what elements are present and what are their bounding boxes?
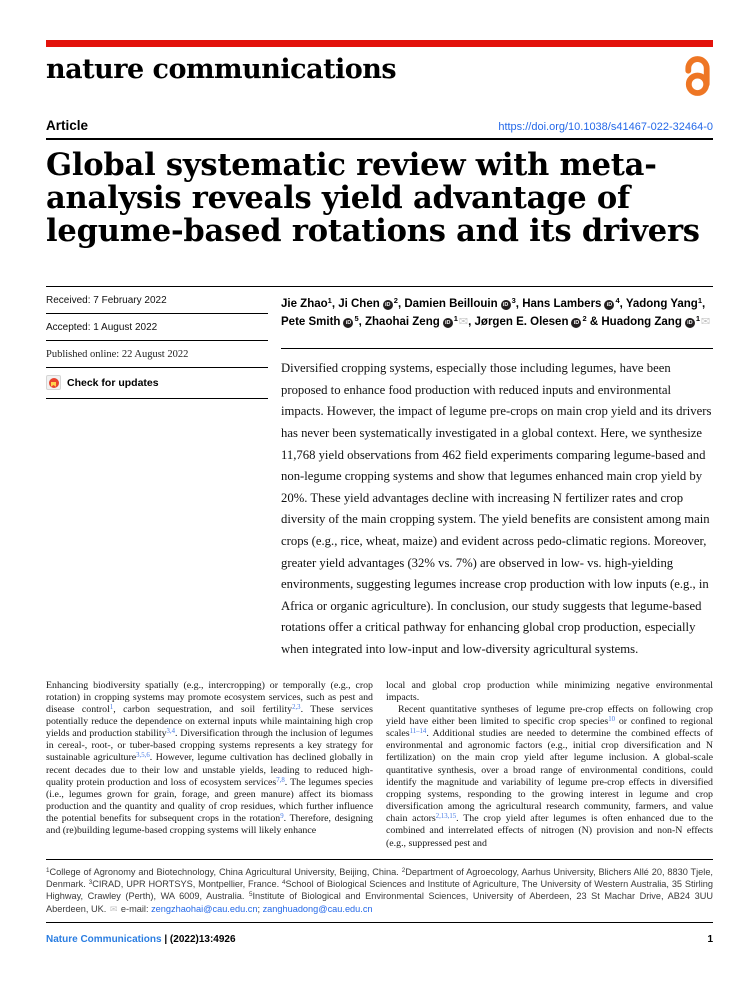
reference-superscript: 2,13,15	[435, 813, 457, 821]
orcid-icon[interactable]: iD	[383, 300, 393, 310]
affiliation-superscript: 5	[248, 891, 253, 899]
article-header	[46, 118, 713, 133]
author-name: Zhaohai Zeng	[365, 316, 440, 329]
author-list: Jie Zhao$^1$, Ji Chen iD $^2$, Damien Beillouin iD $^3$, Hans Lambers iD $^4$, Yadong Yang$^1$, Pete Smith iD $^5$, Zhaohai Zeng iD $^1$✉, Jørgen E. Olesen iD $^2$ & Huadong Zang iD $^1$✉	[281, 296, 711, 329]
body-paragraph: Enhancing biodiversity spatially (e.g., intercropping) or temporally (e.g., crop rotation) in cropping systems may promote ecosystem services, such as pest and disease control$^1$, carbon sequestration, and soil fertility$^{2,3}$. These services potentially reduce the dependence on external inputs while maintaining high crop yields and production stability$^{3,4}$. Diversification through the inclusion of legumes in cereal-, root-, or tuber-based cropping systems represents a key strategy for sustainable agriculture$^{3,5,6}$. However, legume cultivation has declined globally in recent decades due to their low and unstable yields, leading to reduced high-quality protein production and loss of ecosystem services$^{7,8}$. The legumes species (i.e., legumes grown for grain, forage, and green manure) affect its biomass production and the quantity and quality of crop residues, which further influence the potential benefits for subsequent crops in the rotation$^9$. Therefore, designing and (re)building legume-based cropping systems will likely enhance	[46, 679, 374, 837]
affiliation-superscript: 4	[282, 879, 286, 886]
reference-superscript: 1	[109, 703, 114, 711]
author-name: Hans Lambers	[522, 298, 602, 311]
doi-link[interactable]: https://doi.org/10.1038/s41467-022-32464-0	[498, 121, 713, 133]
body-columns	[46, 680, 713, 850]
author-affiliation-superscript: 5	[354, 314, 359, 324]
author-affiliation-superscript: 1	[453, 314, 458, 324]
reference-superscript: 2,3	[292, 703, 301, 711]
header-rule	[46, 138, 713, 140]
reference-superscript: 10	[608, 715, 616, 723]
journal-name-link[interactable]: Nature Communications	[46, 933, 162, 945]
author-affiliation-superscript: 1	[697, 296, 702, 306]
envelope-icon: ✉	[109, 904, 118, 915]
author-name: Huadong Zang	[601, 316, 682, 329]
received-date: Received: 7 February 2022	[46, 287, 268, 314]
author-name: Damien Beillouin	[404, 298, 498, 311]
email-link[interactable]: zanghuadong@cau.edu.cn	[262, 903, 373, 914]
body-column-left	[46, 680, 373, 850]
author-name: Jørgen E. Olesen	[474, 316, 569, 329]
email-link[interactable]: zengzhaohai@cau.edu.cn	[151, 903, 258, 914]
abstract-text: Diversified cropping systems, especially those including legumes, have been proposed to enhance food production with reduced inputs and environmental impacts. However, the impact of legume pre-crops on main crop yield and its drivers has never been systematically investigated in a global context. Here, we synthesize 11,768 yield observations from 462 field experiments comparing legume-based and non-legume cropping systems and show that legumes enhanced main crop yield by 20%. These yield advantages decline with increasing N fertilizer rates and crop diversity of the main cropping system. The yield benefits are consistent among main crops (e.g., rice, wheat, maize) and evident across pedo-climatic regions. Moreover, greater yield advantages (32% vs. 7%) are observed in low- vs. high-yielding environments, suggesting legumes increase crop production with low inputs (e.g., in Africa or organic agriculture). In conclusion, our study suggests that legume-based rotations offer a critical pathway for enhancing global crop production, especially when integrated into low-input and low-diversity agricultural systems.	[281, 361, 712, 656]
open-access-icon	[682, 55, 713, 103]
orcid-icon[interactable]: iD	[443, 318, 453, 328]
orcid-icon[interactable]: iD	[571, 318, 581, 328]
reference-superscript: 3,4	[166, 728, 176, 736]
corresponding-author-envelope-icon[interactable]: ✉	[458, 315, 469, 329]
check-for-updates-button[interactable]	[46, 368, 268, 399]
author-affiliation-superscript: 3	[511, 296, 516, 306]
author-affiliation-superscript: 1	[327, 296, 332, 306]
affiliations-footnote: $^1$College of Agronomy and Biotechnology, China Agricultural University, Beijing, China. $^2$Department of Agroecology, Aarhus University, Blichers Allé 20, 8830 Tjele, Denmark. $^3$CIRAD, UPR HORTSYS, Montpellier, France. $^4$School of Biological Sciences and Institute of Agriculture, The University of Western Australia, 35 Stirling Highway, Crawley (Perth), WA 6009, Australia. $^5$Institute of Biological and Environmental Sciences, University of Aberdeen, 23 St Machar Drive, AB24 3UU Aberdeen, UK. ✉ e-mail: zengzhaohai@cau.edu.cn; zanghuadong@cau.edu.cn	[46, 866, 714, 915]
orcid-icon[interactable]: iD	[604, 300, 614, 310]
page-footer	[46, 923, 713, 945]
author-name: Ji Chen	[338, 298, 380, 311]
reference-superscript: 9	[280, 813, 284, 821]
author-affiliation-superscript: 2	[393, 296, 398, 306]
author-name: Jie Zhao	[281, 298, 328, 311]
author-name: Pete Smith	[281, 316, 341, 329]
body-paragraph: local and global crop production while minimizing negative environmental impacts.	[386, 679, 713, 703]
journal-logo: nature communications	[46, 54, 397, 85]
reference-superscript: 11–14	[409, 728, 427, 736]
author-name: Yadong Yang	[625, 298, 698, 311]
accepted-date: Accepted: 1 August 2022	[46, 314, 268, 341]
body-column-right	[386, 680, 713, 850]
author-affiliation-superscript: 4	[615, 296, 620, 306]
footer-citation	[46, 934, 236, 945]
orcid-icon[interactable]: iD	[501, 300, 511, 310]
history-column	[46, 287, 268, 660]
reference-superscript: 3,5,6	[136, 752, 150, 760]
body-paragraph: Recent quantitative syntheses of legume pre-crop effects on following crop yield have either been limited to specific crop species$^{10}$ or confined to regional scales$^{11-14}$. Additional studies are needed to determine the combined effects of environmental and agronomic factors (e.g., initial crop diversification and N fertilization) on the main crop yield after legume inclusion. A global-scale quantitative synthesis, over a broad range of environmental conditions, could identify the magnitude and variability of legume pre-crop effects in diversified cropping systems, responding to the growing interest in legume and crop diversification among the agricultural research community, farmers, and value chain actors$^{2,13,15}$. The crop yield after legumes is often enhanced due to the combined and interrelated effects of nitrogen (N) provision and non-N effects (e.g., suppressed pest and	[386, 703, 713, 849]
orcid-icon[interactable]: iD	[343, 318, 353, 328]
article-type-label: Article	[46, 118, 89, 133]
citation-text: | (2022)13:4926	[164, 933, 236, 945]
crossmark-icon	[46, 375, 61, 390]
corresponding-author-envelope-icon[interactable]: ✉	[701, 315, 711, 329]
paper-title: Global systematic review with meta-analysis reveals yield advantage of legume-based rotations and its drivers	[46, 147, 700, 250]
published-date: Published online: 22 August 2022	[46, 341, 268, 368]
brand-red-bar	[46, 40, 713, 47]
orcid-icon[interactable]: iD	[685, 318, 695, 328]
author-affiliation-superscript: 1	[695, 314, 701, 324]
reference-superscript: 7,8	[276, 776, 285, 784]
affiliation-superscript: 2	[401, 866, 406, 874]
affiliation-superscript: 1	[46, 866, 50, 874]
page-number: 1	[707, 933, 713, 945]
affiliation-superscript: 3	[88, 879, 93, 886]
author-affiliation-superscript: 2	[582, 314, 587, 324]
masthead	[46, 52, 713, 96]
check-for-updates-label: Check for updates	[67, 376, 159, 389]
